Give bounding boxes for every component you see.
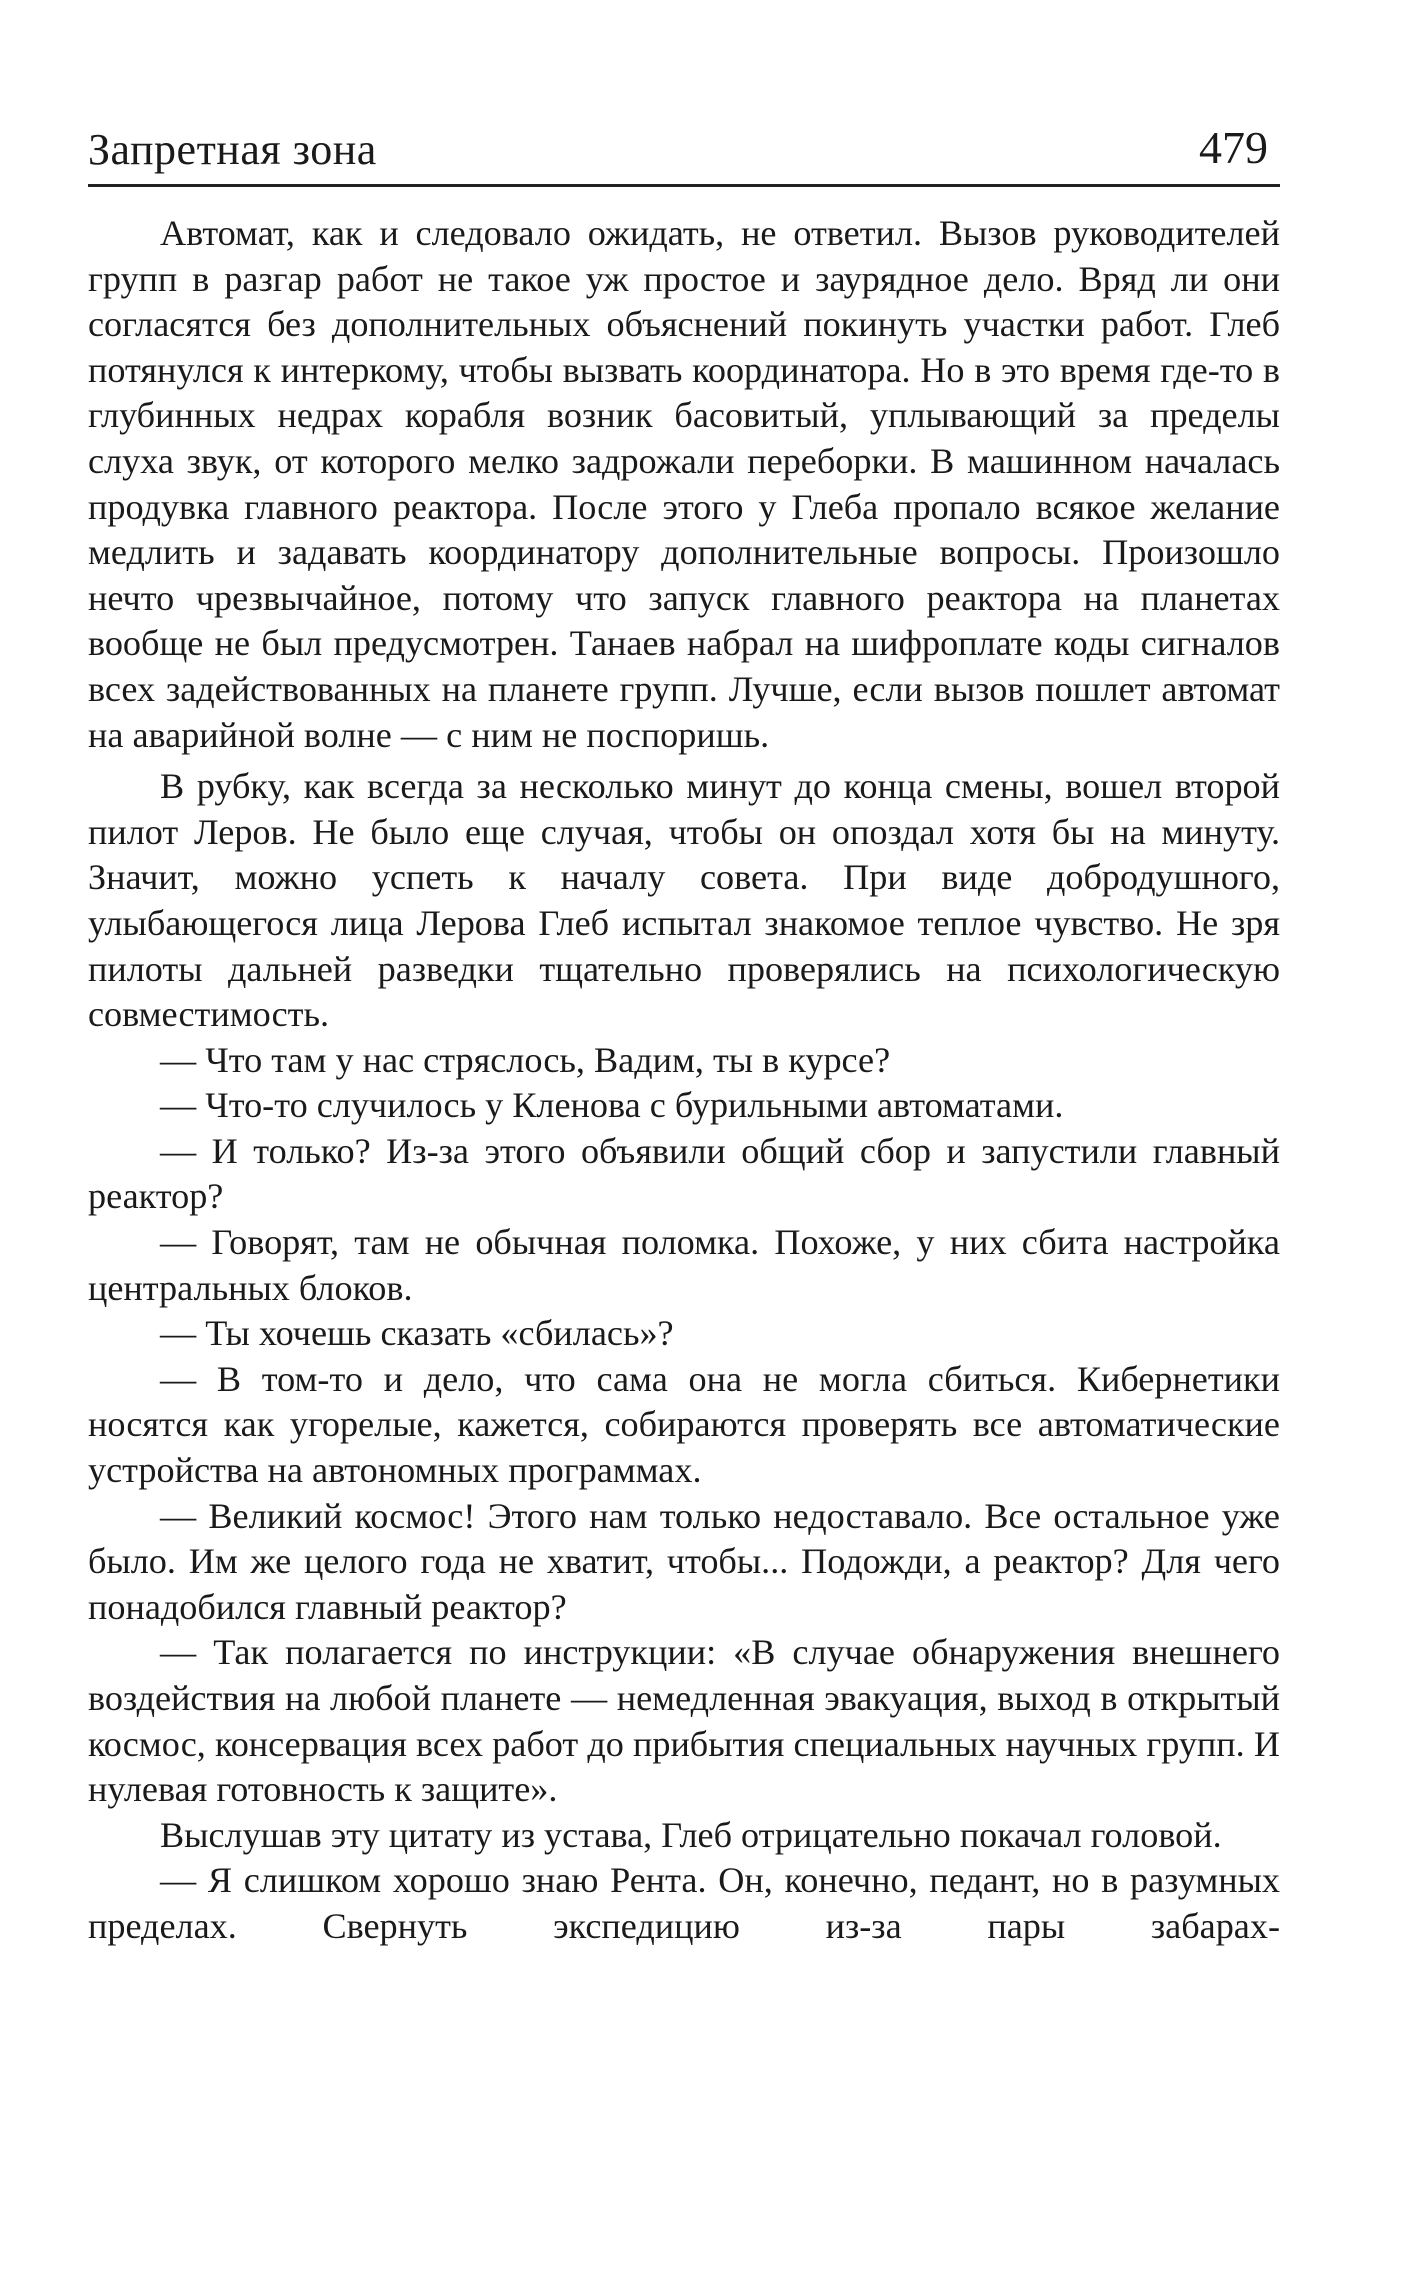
book-page (88, 118, 1280, 1950)
dialogue-line: — Я слишком хорошо знаю Рента. Он, конечно, педант, но в разумных пределах. Свернуть экспедицию из-за пары забарах- (88, 1860, 1280, 1946)
paragraph: Выслушав эту цитату из устава, Глеб отрицательно покачал головой. (160, 1814, 1222, 1855)
dialogue-line: — Говорят, там не обычная поломка. Похоже, у них сбита настройка центральных блоков. (88, 1222, 1280, 1308)
paragraph: В рубку, как всегда за несколько минут до конца смены, вошел второй пилот Леров. Не было еще случая, чтобы он опоздал хотя бы на минуту. Значит, можно успеть к началу совета. При виде добродушного, улыбающегося лица Лерова Глеб испытал знакомое теплое чувство. Не зря пилоты дальней разведки тщательно проверялись на психологическую совместимость. (88, 766, 1280, 1035)
running-title: Запретная зона (88, 125, 377, 174)
text-body (88, 211, 1280, 1950)
dialogue-line: — Ты хочешь сказать «сбилась»? (160, 1313, 674, 1354)
paragraph: Автомат, как и следовало ожидать, не ответил. Вызов руководителей групп в разгар работ не такое уж простое и заурядное дело. Вряд ли они согласятся без дополнительных объяснений покинуть участки работ. Глеб потянулся к интеркому, чтобы вызвать координатора. Но в это время где-то в глубинных недрах корабля возник басовитый, уплывающий за пределы слуха звук, от которого мелко задрожали переборки. В машинном началась продувка главного реактора. После этого у Глеба пропало всякое желание медлить и задавать координатору дополнительные вопросы. Произошло нечто чрезвычайное, потому что запуск главного реактора на планетах вообще не был предусмотрен. Танаев набрал на шифроплате коды сигналов всех задействованных на планете групп. Лучше, если вызов пошлет автомат на аварийной волне — с ним не поспоришь. (88, 213, 1280, 755)
dialogue-line: — В том-то и дело, что сама она не могла сбиться. Кибернетики носятся как угорелые, кажется, собираются проверять все автоматические устройства на автономных программах. (88, 1358, 1280, 1491)
running-head (88, 118, 1280, 187)
dialogue-line: — Так полагается по инструкции: «В случае обнаружения внешнего воздействия на любой планете — немедленная эвакуация, выход в открытый космос, консервация всех работ до прибытия специальных научных групп. И нулевая готовность к защите». (88, 1632, 1280, 1810)
dialogue-line: — Что там у нас стряслось, Вадим, ты в курсе? (160, 1039, 891, 1080)
dialogue-line: — Великий космос! Этого нам только недоставало. Все остальное уже было. Им же целого года не хватит, чтобы... Подожди, а реактор? Для чего понадобился главный реактор? (88, 1495, 1280, 1627)
dialogue-line: — И только? Из-за этого объявили общий сбор и запустили главный реактор? (88, 1130, 1280, 1217)
dialogue-line: — Что-то случилось у Кленова с бурильными автоматами. (160, 1085, 1064, 1126)
page-number: 479 (1199, 122, 1268, 173)
